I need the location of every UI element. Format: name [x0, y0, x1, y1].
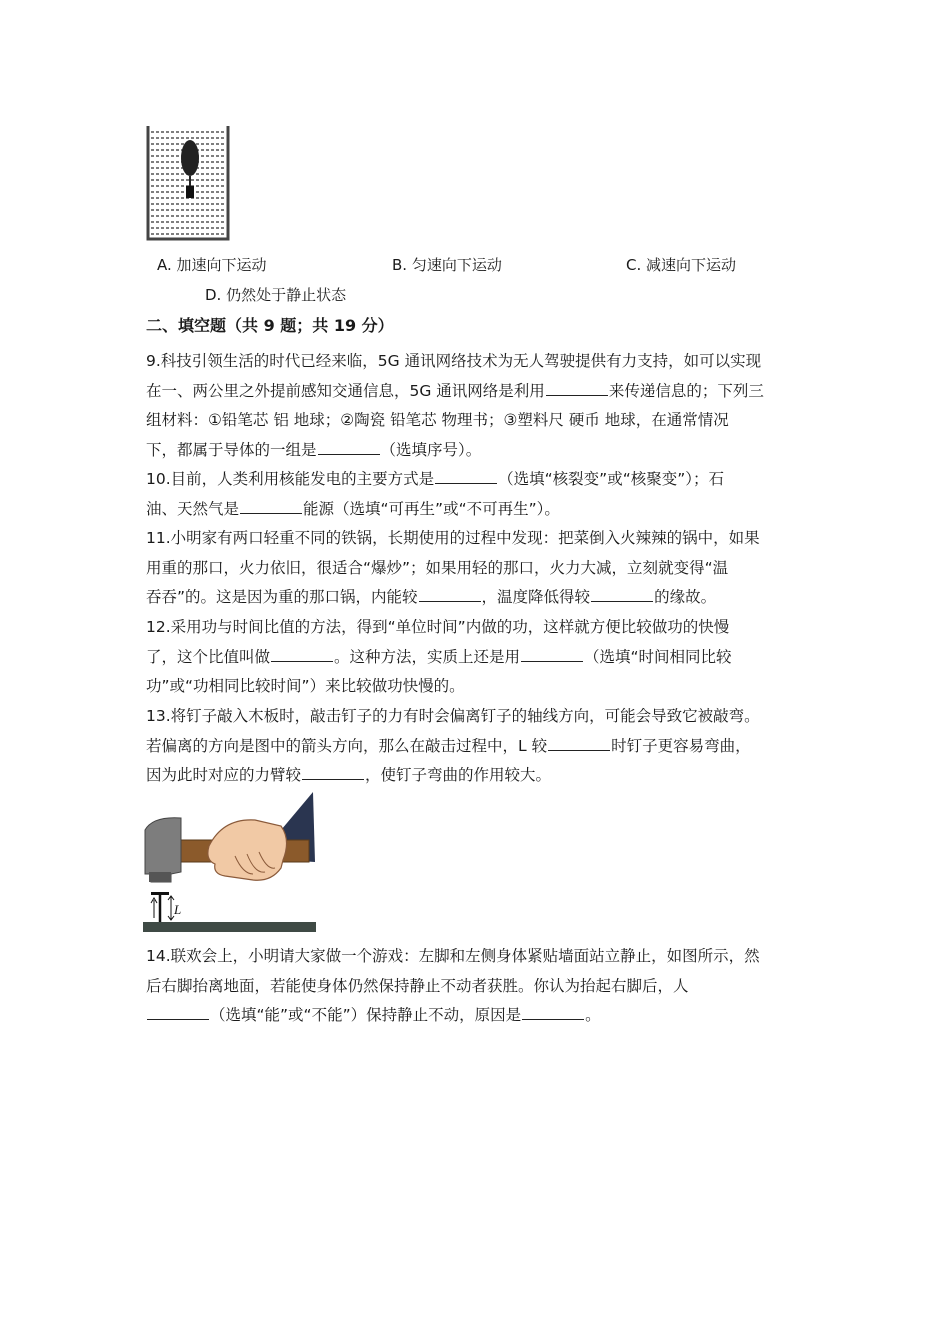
q12-line-3: 功”或“功相同比较时间”）来比较做功快慢的。	[146, 677, 465, 695]
q9-line-1: 9.科技引领生活的时代已经来临，5G 通讯网络技术为无人驾驶提供有力支持，如可以实现	[146, 352, 762, 370]
question-12	[146, 613, 806, 702]
q13-line-2a: 若偏离的方向是图中的箭头方向，那么在敲击过程中，L 较	[146, 736, 548, 755]
answer-blank[interactable]	[546, 379, 608, 396]
answer-blank[interactable]	[522, 1003, 584, 1020]
question-10	[146, 465, 806, 524]
q12-line-2c: （选填“时间相同比较	[584, 647, 732, 666]
q11-line-3c: 的缘故。	[654, 588, 717, 606]
q9-line-2a: 在一、两公里之外提前感知交通信息，5G 通讯网络是利用	[146, 381, 545, 400]
q13-line-1: 13.将钉子敲入木板时，敲击钉子的力有时会偏离钉子的轴线方向，可能会导致它被敲弯。	[146, 707, 760, 725]
q9-line-2b: 来传递信息的；下列三	[608, 381, 764, 400]
answer-blank[interactable]	[548, 734, 610, 751]
answer-blank[interactable]	[419, 585, 481, 602]
q13-line-3b: ，使钉子弯曲的作用较大。	[365, 766, 552, 784]
beaker-figure	[145, 124, 231, 242]
q10-line-2a: 油、天然气是	[146, 499, 240, 518]
answer-blank[interactable]	[435, 467, 497, 484]
q11-line-1: 11.小明家有两口轻重不同的铁锅，长期使用的过程中发现：把菜倒入火辣辣的锅中，如果	[146, 529, 760, 547]
hand	[208, 820, 287, 880]
hammer-figure	[143, 790, 318, 935]
question-13	[146, 702, 806, 791]
question-14	[146, 942, 806, 1031]
floating-object	[181, 140, 199, 176]
option-c: C. 减速向下运动	[626, 256, 737, 274]
answer-blank[interactable]	[591, 585, 653, 602]
q9-line-3: 组材料：①铅笔芯 铝 地球；②陶瓷 铅笔芯 物理书；③塑料尺 硬币 地球，在通常情况	[146, 411, 729, 429]
answer-blank[interactable]	[147, 1003, 209, 1020]
wood-board	[143, 922, 316, 932]
q10-line-1b: （选填“核裂变”或“核聚变”）；石	[498, 470, 725, 488]
q9-line-4a: 下，都属于导体的一组是	[146, 440, 317, 459]
option-a: A. 加速向下运动	[157, 256, 267, 274]
q12-line-2a: 了，这个比值叫做	[146, 647, 271, 666]
q10-line-2b: 能源（选填“可再生”或“不可再生”）。	[303, 499, 560, 518]
option-b: B. 匀速向下运动	[392, 256, 502, 274]
q14-line-2: 后右脚抬离地面，若能使身体仍然保持静止不动者获胜。你认为抬起右脚后，人	[146, 976, 689, 995]
q11-line-2: 用重的那口，火力依旧，很适合“爆炒”；如果用轻的那口，火力大减，立刻就变得“温	[146, 558, 729, 577]
q9-line-4b: （选填序号）。	[380, 440, 482, 459]
question-9	[146, 347, 806, 465]
q13-line-3a: 因为此时对应的力臂较	[146, 766, 302, 784]
question-11	[146, 524, 806, 613]
section-title: 二、填空题（共 9 题；共 19 分）	[146, 316, 394, 335]
q13-line-2b: 时钉子更容易弯曲，	[611, 736, 751, 755]
answer-blank[interactable]	[318, 438, 380, 455]
q12-line-2b: 。这种方法，实质上还是用	[334, 647, 521, 666]
answer-blank[interactable]	[521, 645, 583, 662]
q12-line-1: 12.采用功与时间比值的方法，得到“单位时间”内做的功，这样就方便比较做功的快慢	[146, 618, 730, 636]
q11-line-3b: ，温度降低得较	[481, 588, 591, 606]
option-d: D. 仍然处于静止状态	[205, 286, 347, 304]
answer-blank[interactable]	[271, 645, 333, 662]
length-label: L	[174, 902, 182, 917]
q14-line-1: 14.联欢会上，小明请大家做一个游戏：左脚和左侧身体紧贴墙面站立静止，如图所示，然	[146, 947, 760, 965]
q10-line-1a: 10.目前，人类利用核能发电的主要方式是	[146, 470, 435, 488]
q14-line-3a: （选填“能”或“不能”）保持静止不动，原因是	[210, 1006, 522, 1024]
q11-line-3a: 吞吞”的。这是因为重的那口锅，内能较	[146, 588, 418, 606]
answer-blank[interactable]	[302, 763, 364, 780]
q14-line-3b: 。	[585, 1006, 601, 1024]
answer-blank[interactable]	[240, 497, 302, 514]
